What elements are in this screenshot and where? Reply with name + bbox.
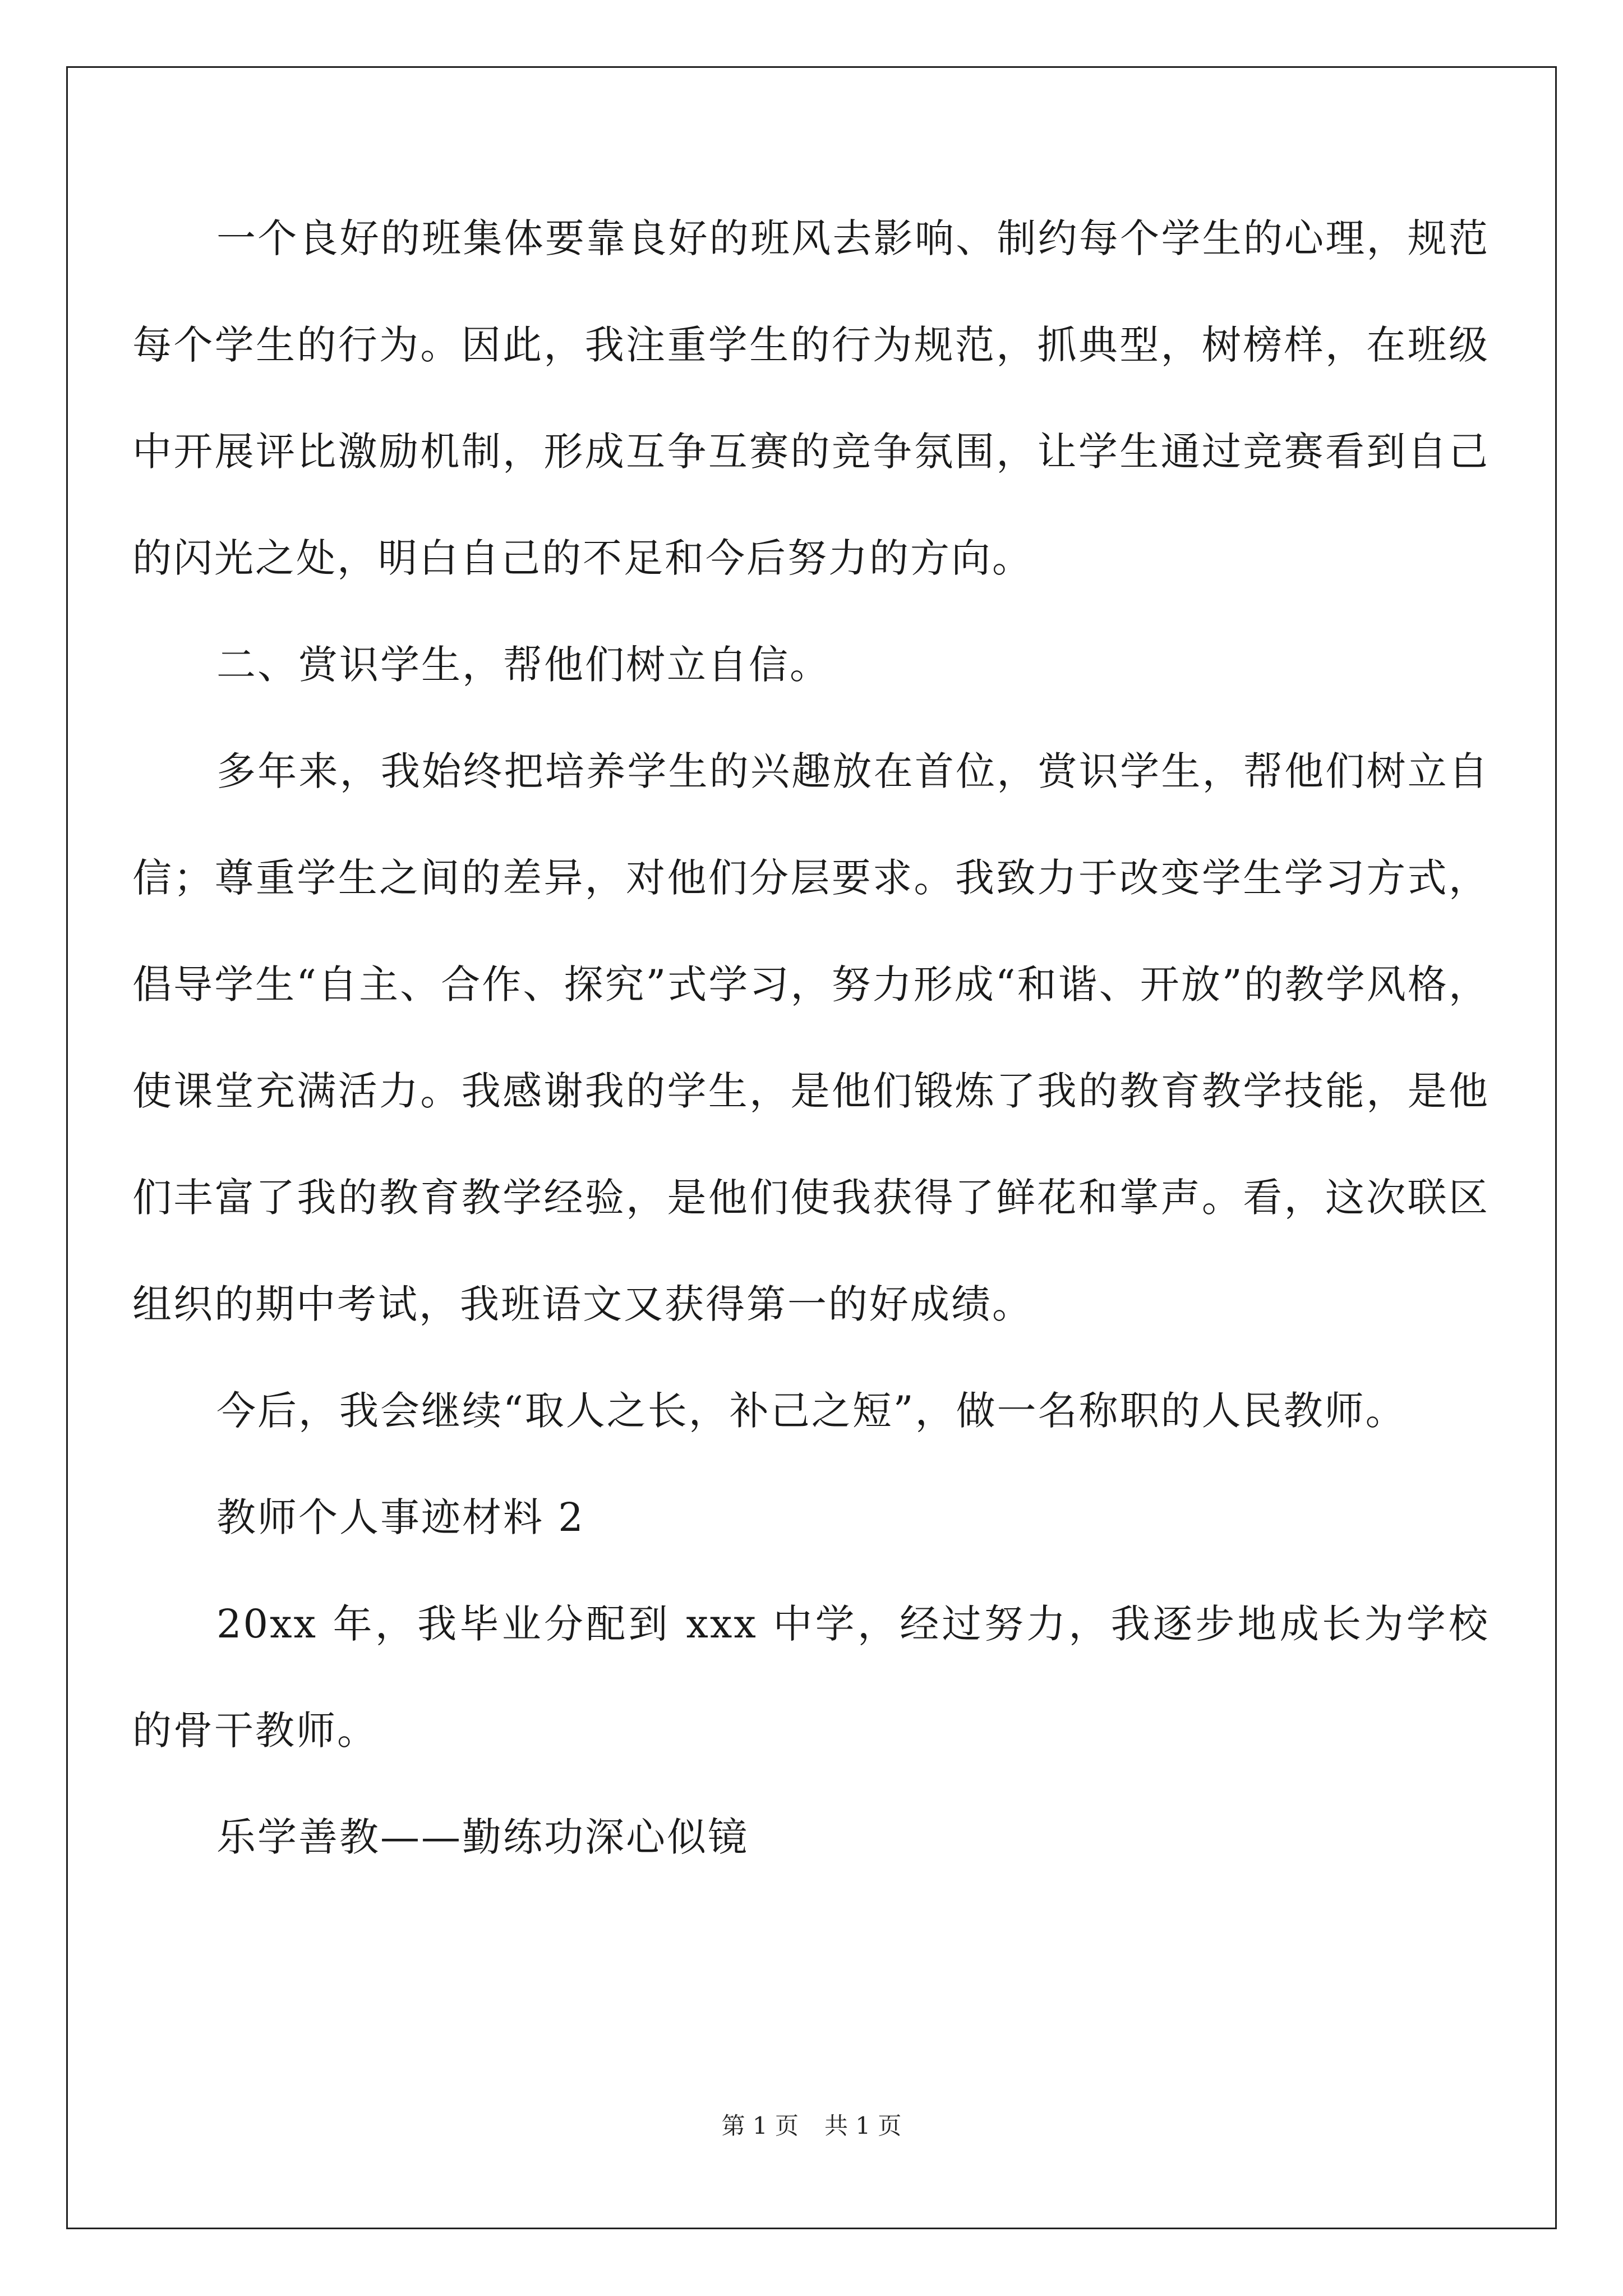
page-number-total: 共 1 页 [824, 2112, 902, 2139]
heading-happy-learning: 乐学善教——勤练功深心似镜 [216, 1814, 749, 1860]
document-body [132, 185, 1490, 1890]
paragraph-class-atmosphere: 一个良好的班集体要靠良好的班风去影响、制约每个学生的心理，规范每个学生的行为。因此，我注重学生的行为规范，抓典型，树榜样，在班级中开展评比激励机制，形成互争互赛的竞争氛围，让学生通过竞赛看到自己的闪光之处，明白自己的不足和今后努力的方向。 [132, 215, 1490, 581]
section-title-material-2: 教师个人事迹材料 2 [216, 1494, 585, 1540]
paragraph-future-commitment: 今后，我会继续“取人之长，补己之短”，做一名称职的人民教师。 [216, 1388, 1407, 1434]
page-footer [0, 2109, 1623, 2143]
heading-appreciate-students: 二、赏识学生，帮他们树立自信。 [216, 642, 831, 688]
paragraph-career-start: 20xx 年，我毕业分配到 xxx 中学，经过努力，我逐步地成长为学校的骨干教师。 [132, 1601, 1490, 1754]
paragraph-teaching-approach: 多年来，我始终把培养学生的兴趣放在首位，赏识学生，帮他们树立自信；尊重学生之间的差异，对他们分层要求。我致力于改变学生学习方式，倡导学生“自主、合作、探究”式学习，努力形成“和谐、开放”的教学风格，使课堂充满活力。我感谢我的学生，是他们锻炼了我的教育教学技能，是他们丰富了我的教育教学经验，是他们使我获得了鲜花和掌声。看，这次联区组织的期中考试，我班语文又获得第一的好成绩。 [132, 748, 1490, 1327]
page-number-current: 第 1 页 [721, 2112, 799, 2139]
